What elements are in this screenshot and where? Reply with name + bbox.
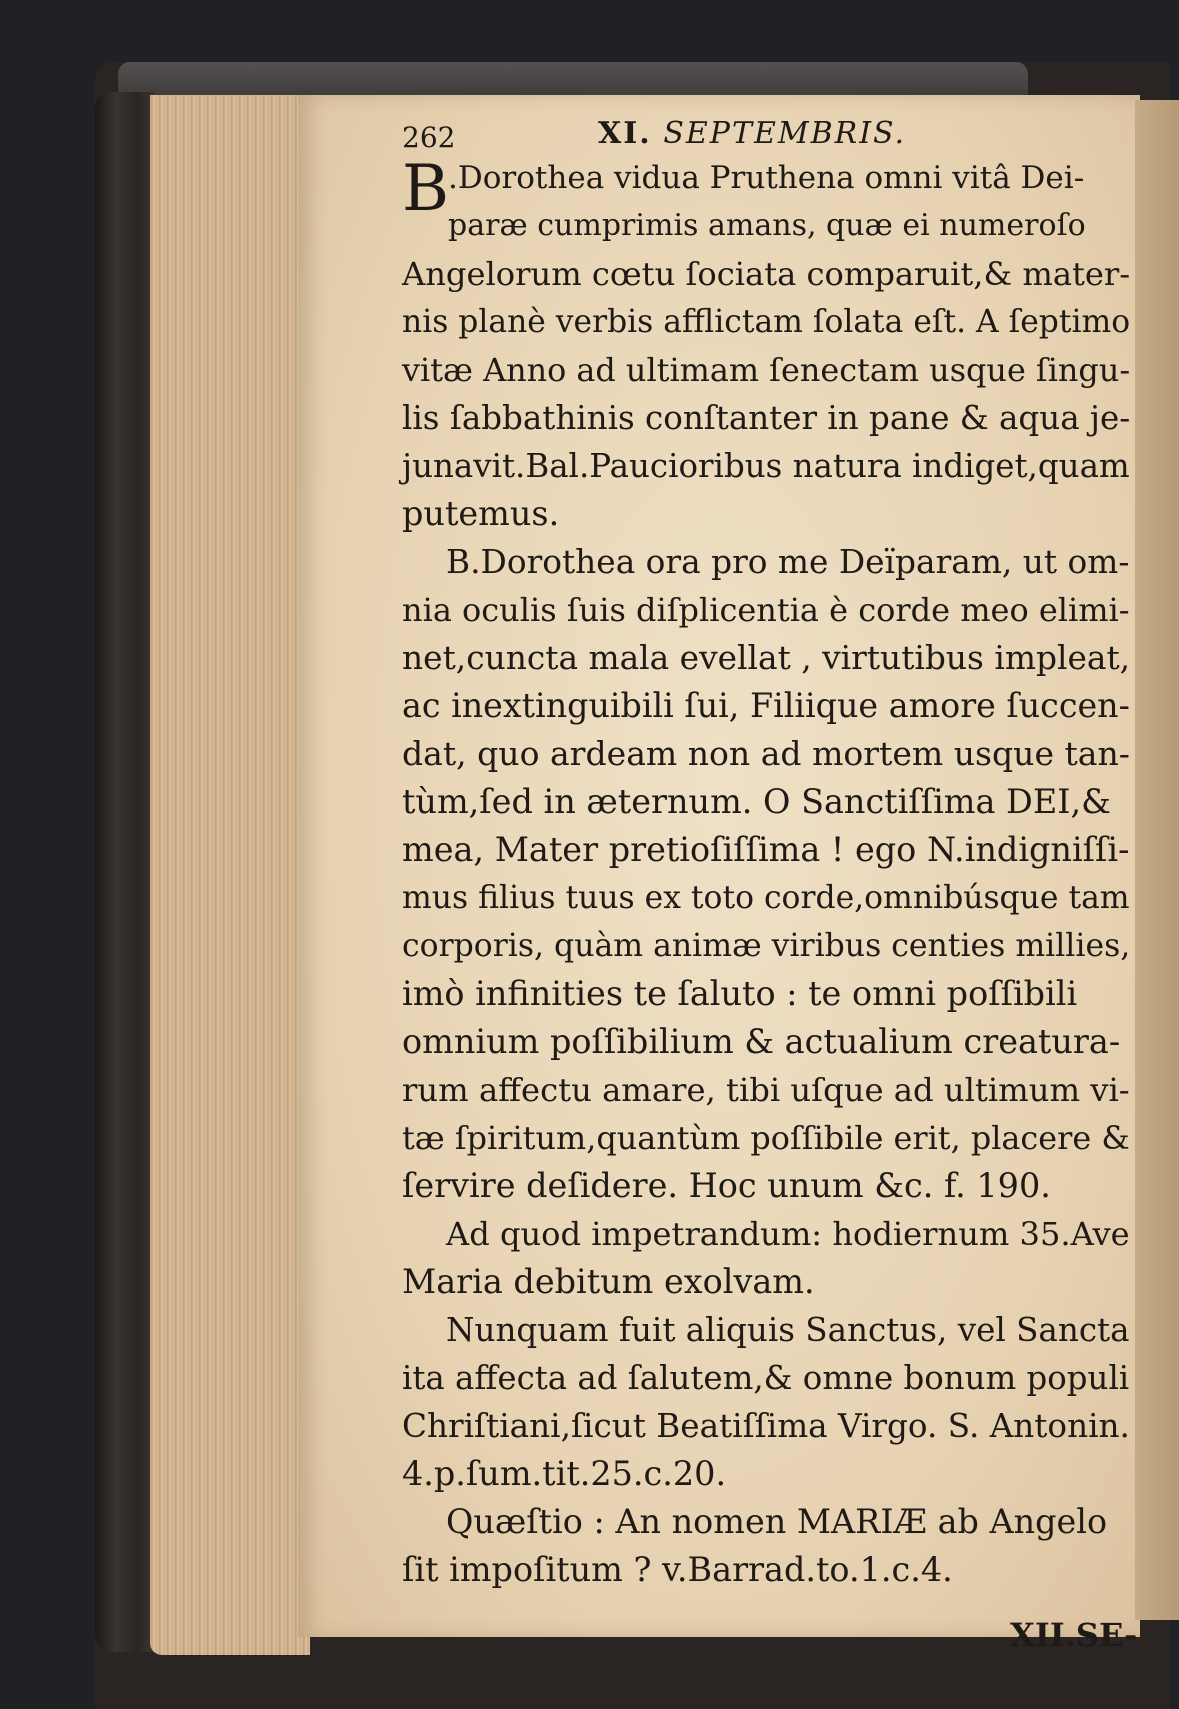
- text-line: .Dorothea vidua Pruthena omni vitâ Dei-: [448, 160, 1085, 196]
- text-line: tùm,ſed in æternum. O Sanctiſſima DEI,&: [402, 782, 1111, 821]
- paragraph-2: [402, 538, 1142, 1210]
- text-line: B.Dorothea ora pro me Deïparam, ut om-: [446, 543, 1130, 581]
- book-spine: [95, 92, 155, 1652]
- paragraph-3: [402, 1210, 1142, 1306]
- text-line: Ad quod impetrandum: hodiernum 35.Ave: [446, 1215, 1130, 1253]
- text-line: dat, quo ardeam non ad mortem usque tan-: [402, 734, 1130, 773]
- text-line: lis ſabbathinis conſtanter in pane & aqua je-: [402, 399, 1131, 437]
- drop-cap: B: [402, 152, 450, 226]
- catchword: XII.SE-: [1010, 1616, 1138, 1654]
- paragraph-5: [402, 1498, 1142, 1594]
- text-line: ſit impoſitum ? v.Barrad.to.1.c.4.: [402, 1550, 953, 1589]
- text-line: 4.p.ſum.tit.25.c.20.: [402, 1454, 727, 1493]
- text-line: corporis, quàm animæ viribus centies millies,: [402, 928, 1131, 964]
- text-line: nis planè verbis afflictam ſolata eſt. A ſeptimo: [402, 304, 1131, 340]
- page-text: [402, 108, 1142, 1594]
- text-line: omnium poſſibilium & actualium creatura-: [402, 1022, 1121, 1061]
- text-line: junavit.Bal.Paucioribus natura indiget,quam: [402, 447, 1130, 485]
- text-line: mus filius tuus ex toto corde,omnibúsque tam: [402, 880, 1130, 916]
- text-line: vitæ Anno ad ultimam ſenectam usque ſingu-: [402, 351, 1131, 389]
- text-line: tæ ſpiritum,quantùm poſſibile erit, placere &: [402, 1119, 1130, 1157]
- text-line: mea, Mater pretioſiſſima ! ego N.indigniſſi-: [402, 830, 1130, 869]
- text-line: net,cuncta mala evellat , virtutibus impleat,: [402, 639, 1131, 677]
- text-line: imò infinities te ſaluto : te omni poſſibili: [402, 974, 1078, 1013]
- text-line: Quæſtio : An nomen MARIÆ ab Angelo: [446, 1502, 1108, 1541]
- text-line: Maria debitum exolvam.: [402, 1262, 815, 1301]
- text-line: Chriſtiani,ſicut Beatiſſima Virgo. S. Antonin.: [402, 1407, 1130, 1445]
- text-line: ſervire deſidere. Hoc unum &c. f. 190.: [402, 1166, 1051, 1205]
- header-num: XI.: [598, 116, 652, 151]
- text-line: paræ cumprimis amans, quæ ei numeroſo: [448, 208, 1086, 243]
- paragraph-1: [402, 154, 1142, 538]
- running-header: [402, 108, 1142, 154]
- page-edges: [150, 95, 310, 1655]
- text-line: Angelorum cœtu ſociata comparuit,& mater-: [402, 255, 1131, 293]
- header-title: [598, 110, 906, 158]
- paragraph-4: [402, 1306, 1142, 1498]
- text-line: rum affectu amare, tibi uſque ad ultimum vi-: [402, 1071, 1130, 1109]
- text-line: nia oculis ſuis diſplicentia è corde meo elimi-: [402, 591, 1130, 629]
- header-month: SEPTEMBRIS.: [663, 116, 907, 151]
- text-line: Nunquam fuit aliquis Sanctus, vel Sancta: [446, 1311, 1130, 1349]
- text-line: putemus.: [402, 494, 560, 533]
- text-line: ita affecta ad ſalutem,& omne bonum populi: [402, 1359, 1130, 1397]
- text-line: ac inextinguibili ſui, Filiique amore ſuccen-: [402, 686, 1130, 725]
- page-number: 262: [402, 121, 456, 154]
